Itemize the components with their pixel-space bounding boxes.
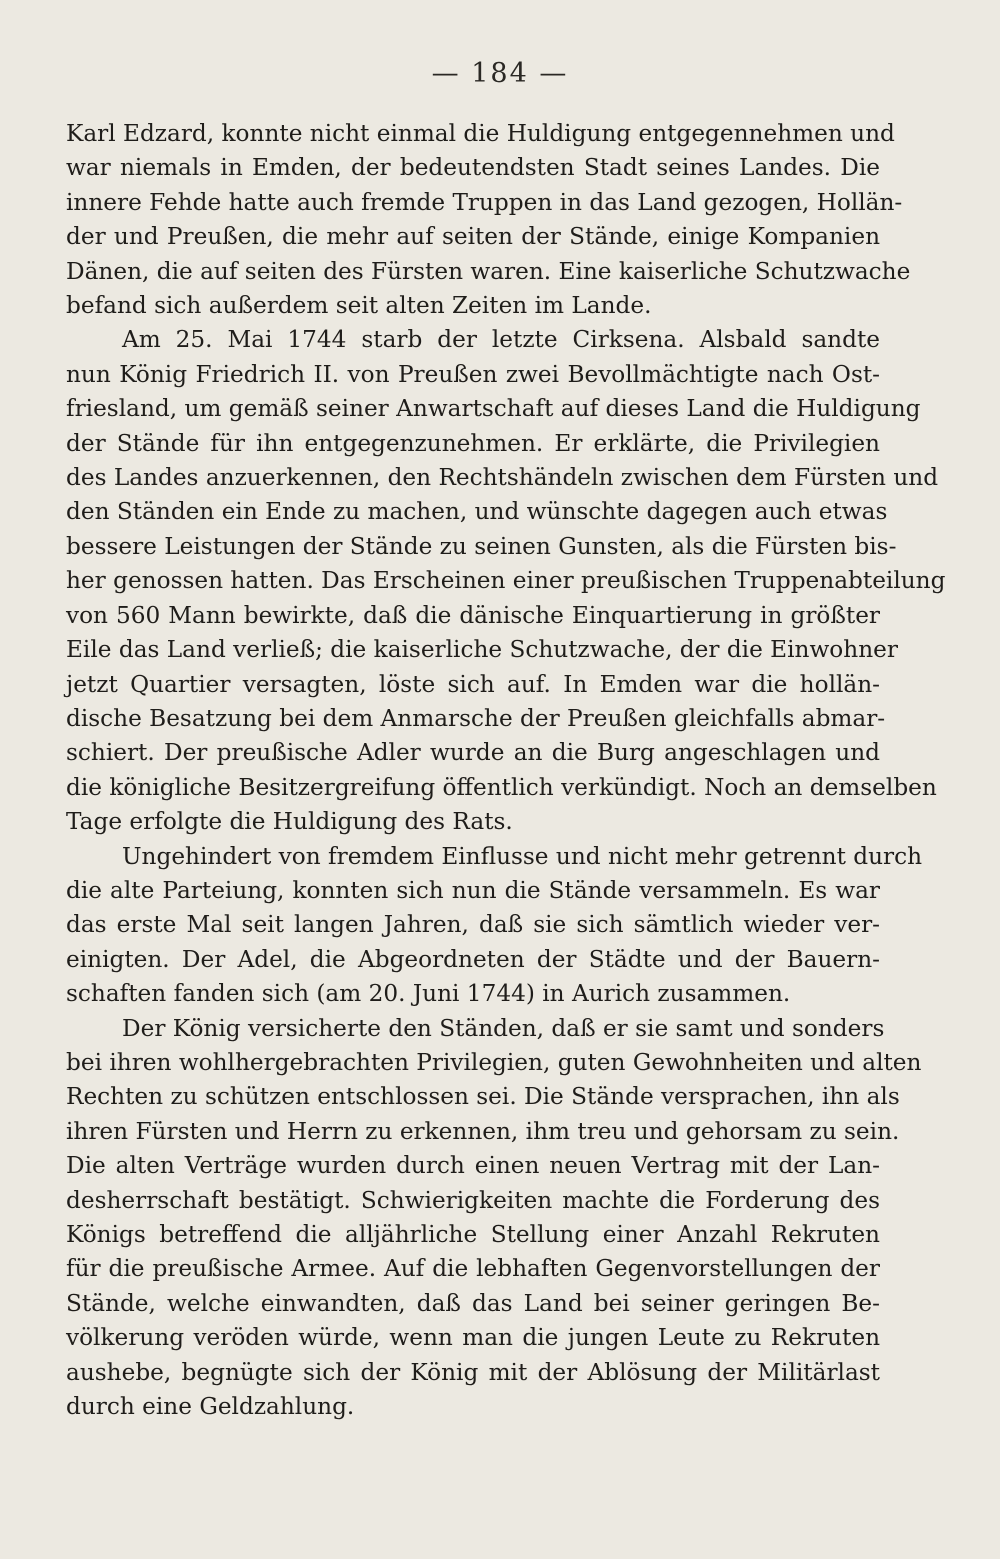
text-line: ihren Fürsten und Herrn zu erkennen, ihm treu und gehorsam zu sein. — [66, 1117, 900, 1145]
text-line: den Ständen ein Ende zu machen, und wünschte dagegen auch etwas — [66, 498, 888, 526]
text-line: durch eine Geldzahlung. — [66, 1393, 355, 1421]
text-line: aushebe, begnügte sich der König mit der Ablösung der Militärlast — [66, 1358, 880, 1386]
text-line: jetzt Quartier versagten, löste sich auf. In Emden war die hollän- — [66, 670, 880, 698]
text-line: schaften fanden sich (am 20. Juni 1744) in Aurich zusammen. — [66, 980, 791, 1008]
text-line: dische Besatzung bei dem Anmarsche der Preußen gleichfalls abmar- — [66, 704, 886, 732]
text-line: friesland, um gemäß seiner Anwartschaft auf dieses Land die Huldigung — [66, 395, 921, 423]
text-line: die alte Parteiung, konnten sich nun die Stände versammeln. Es war — [66, 876, 880, 904]
text-line: Die alten Verträge wurden durch einen neuen Vertrag mit der Lan- — [66, 1152, 880, 1180]
paragraph — [66, 117, 911, 323]
text-line: bessere Leistungen der Stände zu seinen Gunsten, als die Fürsten bis- — [66, 532, 897, 560]
text-line: die königliche Besitzergreifung öffentlich verkündigt. Noch an demselben — [66, 773, 937, 801]
text-line: Der König versicherte den Ständen, daß er sie samt und sonders — [122, 1014, 885, 1042]
text-line: Ungehindert von fremdem Einflusse und nicht mehr getrennt durch — [122, 842, 923, 870]
page-number: — 184 — — [431, 58, 569, 89]
text-line: Stände, welche einwandten, daß das Land bei seiner geringen Be- — [66, 1289, 880, 1317]
text-line: Dänen, die auf seiten des Fürsten waren. Eine kaiserliche Schutzwache — [66, 257, 911, 285]
text-line: des Landes anzuerkennen, den Rechtshändeln zwischen dem Fürsten und — [66, 464, 939, 492]
text-line: Königs betreffend die alljährliche Stellung einer Anzahl Rekruten — [66, 1221, 880, 1248]
text-line: völkerung veröden würde, wenn man die jungen Leute zu Rekruten — [66, 1324, 880, 1352]
text-line: befand sich außerdem seit alten Zeiten im Lande. — [66, 292, 652, 320]
text-line: von 560 Mann bewirkte, daß die dänische Einquartierung in größter — [66, 601, 880, 629]
text-line: war niemals in Emden, der bedeutendsten Stadt seines Landes. Die — [66, 154, 880, 182]
text-line: Eile das Land verließ; die kaiserliche Schutzwache, der die Einwohner — [66, 636, 898, 664]
paragraph — [66, 840, 923, 1012]
text-line: bei ihren wohlhergebrachten Privilegien, guten Gewohnheiten und alten — [66, 1048, 922, 1076]
body-text — [66, 117, 946, 1424]
text-line: schiert. Der preußische Adler wurde an die Burg angeschlagen und — [66, 739, 880, 767]
text-line: Tage erfolgte die Huldigung des Rats. — [66, 808, 513, 836]
text-line: innere Fehde hatte auch fremde Truppen in das Land gezogen, Hollän- — [66, 188, 903, 216]
text-line: für die preußische Armee. Auf die lebhaften Gegenvorstellungen der — [66, 1255, 880, 1283]
text-line: der Stände für ihn entgegenzunehmen. Er erklärte, die Privilegien — [66, 429, 880, 457]
text-line: Am 25. Mai 1744 starb der letzte Cirksena. Alsbald sandte — [122, 326, 880, 354]
text-line: Karl Edzard, konnte nicht einmal die Huldigung entgegennehmen und — [66, 120, 895, 147]
text-line: das erste Mal seit langen Jahren, daß sie sich sämtlich wieder ver- — [66, 911, 880, 939]
text-line: desherrschaft bestätigt. Schwierigkeiten machte die Forderung des — [66, 1186, 880, 1214]
text-line: Rechten zu schützen entschlossen sei. Die Stände versprachen, ihn als — [66, 1083, 900, 1111]
text-line: her genossen hatten. Das Erscheinen einer preußischen Truppenabteilung — [66, 567, 946, 595]
text-line: einigten. Der Adel, die Abgeordneten der Städte und der Bauern- — [66, 945, 880, 973]
paragraph — [66, 323, 946, 839]
paragraph — [66, 1012, 922, 1425]
text-line: der und Preußen, die mehr auf seiten der Stände, einige Kompanien — [66, 223, 880, 251]
text-line: nun König Friedrich II. von Preußen zwei Bevollmächtigte nach Ost- — [66, 360, 880, 388]
